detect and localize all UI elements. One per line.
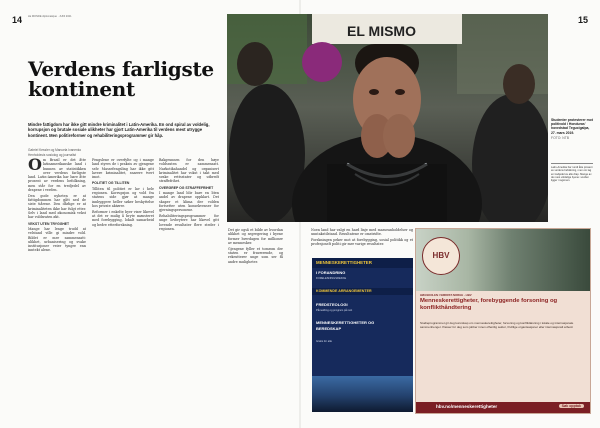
- ad-event-2b: BEREDSKAP: [316, 326, 342, 331]
- caption-text: Studenter protesterer mot politivold i Honduras' hovedstad Tegucigalpa, 27. mars 2019.: [551, 118, 593, 135]
- ad-footer: Gratis for alle: [316, 340, 332, 343]
- article-column-3: [159, 158, 219, 412]
- right-page-number: 15: [577, 15, 588, 25]
- right-column-2-text: Noen land har valgt en hard linje med masseanholdelser og unntakstilstand. Resultatene er omstridte.: [311, 228, 413, 237]
- hbv-ad-url[interactable]: hbv.no/menneskerettigheter: [436, 404, 498, 409]
- hbv-ad-title: Menneskerettigheter, forebyggende forsoning og konflikthåndtering: [420, 298, 558, 311]
- right-column-2: [311, 228, 413, 254]
- column-2-subhead: POLITIET OG TILLITEN: [92, 181, 130, 186]
- article-headline: Verdens farligste kontinent: [28, 57, 214, 101]
- column-3-text: Bakgrunnen for den høye voldsraten er sammensatt. Narkotikahandel og organisert kriminalitet har vokst i takt med svake rettsstater og utbredt straffefrihet.: [159, 158, 219, 184]
- hbv-school-name: HØGSKOLEN I SØRØST-NORGE · HBV: [420, 293, 472, 297]
- right-column-2-text-b: Forskningen peker mot at forebygging, sosial politikk og et profesjonelt politi gir mer varige resultater.: [311, 238, 413, 247]
- author-names: Gabriel Kessler og Manuela Ivanenko: [28, 148, 82, 152]
- hbv-apply-button[interactable]: Søk opptak: [559, 404, 584, 408]
- hbv-ad-body: Studieprogrammet gir deg kunnskap om menneskerettigheter, forsoning og konfliktløsning i lokale og internasjonale sammenhenger. Passer for deg som jobber innen offentlig sektor, frivillige organisasjoner eller internasjonalt arbeid.: [420, 321, 574, 329]
- article-byline: [28, 148, 218, 157]
- ad-subtitle: FORELESNINGSREKKE: [316, 277, 347, 280]
- column-1-text: m Brasil er det åtte latinamerikanske land i bunnen av statistikken over verdens farligste land. Latin-Amerika har bare åtte prosent av verdens befolkning, men står for en tredjedel av drapene i verden.: [28, 158, 86, 193]
- column-3-subhead: OVERGREP OG STRAFFEFRIHET: [159, 185, 214, 190]
- column-1-text-b: Den gode nyheten er at fattigdommen har gått ned de siste tiårene. Den dårlige er at kriminaliteten ikke har fulgt etter. Selv i land med økonomisk vekst har voldsraten økt.: [28, 193, 86, 220]
- article-column-2: [92, 158, 154, 412]
- column-2-text: Fengslene er overfylte og i mange land styres de i praksis av gjengene selv. Massefengsling har ikke gitt lavere kriminalitet, snarere tvert imot.: [92, 158, 154, 180]
- hbv-logo: HBV: [422, 237, 460, 275]
- ad-title-1b: I FORANDRING: [316, 270, 346, 275]
- author-roles: Henholdsvis sosiolog og journalist: [28, 153, 77, 157]
- ad-photo: [312, 376, 413, 412]
- fact-box: Latin-Amerika har rundt åtte prosent av verdens befolkning, men om lag en tredjedel av alle drap. Mange av de mest voldelige byene i verden ligger i regionen.: [551, 163, 593, 224]
- right-column-1-text-b: Gjengene fyller et tomrom der staten er fraværende, og rekrutterer unge som ser få andre muligheter.: [228, 246, 283, 264]
- event-advertisement[interactable]: [312, 258, 413, 412]
- protest-photo: [227, 14, 548, 222]
- protest-sign-text: EL MISMO: [347, 23, 416, 39]
- photo-caption: [551, 118, 593, 140]
- ad-event-2: MENNESKERETTIGHETER OG: [316, 320, 375, 325]
- ad-event-1: FREDSTEOLOGI: [316, 302, 348, 307]
- column-3-text-c: Rehabiliteringsprogrammer for unge lovbrytere har likevel gitt lovende resultater flere steder i regionen.: [159, 214, 219, 231]
- column-1-subhead: VEKST UTEN TRYGGHET: [28, 221, 70, 226]
- column-3-text-b: I mange land blir bare en liten andel av drapene oppklart. Det skaper et klima der volden fortsetter uten konsekvenser for gjerningspersonene.: [159, 191, 219, 213]
- right-column-1: [228, 228, 283, 412]
- column-2-text-b: Tilliten til politiet er lav i hele regionen. Korrupsjon og vold fra statens side gjør at mange innbyggere heller søker beskyttelse hos private aktører.: [92, 186, 154, 208]
- hbv-advertisement[interactable]: [415, 228, 591, 414]
- article-column-1: [28, 158, 86, 412]
- photo-credit: FOTO: NTB: [551, 135, 570, 140]
- ad-section-title: KOMMENDE ARRANGEMENTER: [316, 289, 372, 293]
- hbv-ad-footer-bar: [416, 402, 590, 413]
- drop-cap: O: [28, 158, 42, 174]
- column-2-text-c: Reformer i enkelte byer viser likevel at det er mulig å bryte mønsteret med forebygging, lokalt samarbeid og bedre etterforskning.: [92, 209, 154, 227]
- ad-title-1: MENNESKERETTIGHETER: [316, 260, 372, 265]
- ad-event-1-note: Påmelding og program på nett: [316, 309, 353, 312]
- article-deck: Mindre fattigdom har ikke gitt mindre kriminalitet i Latin-Amerika. En ond spiral av voldelig, korrupsjon og brutale sosiale ulikheter har gjort Latin-Amerika til verdens mest utrygge kontinent. Men politireformer og rehabiliteringsprogrammer gir håp.: [28, 122, 210, 138]
- left-masthead: LE MONDE diplomatique · JUNI 2021: [28, 15, 72, 18]
- column-1-text-c: Mange har lenge trodd at velstand ville gi mindre vold. Bildet er mer sammensatt: ulikhet, urbanisering og svake institusjoner veier tyngre enn inntekt alene.: [28, 226, 86, 253]
- right-column-1-text: Det gir også et bilde av hvordan ulikhet og segregering i byene former hverdagen for millioner av mennesker.: [228, 228, 283, 245]
- left-page-number: 14: [12, 15, 23, 25]
